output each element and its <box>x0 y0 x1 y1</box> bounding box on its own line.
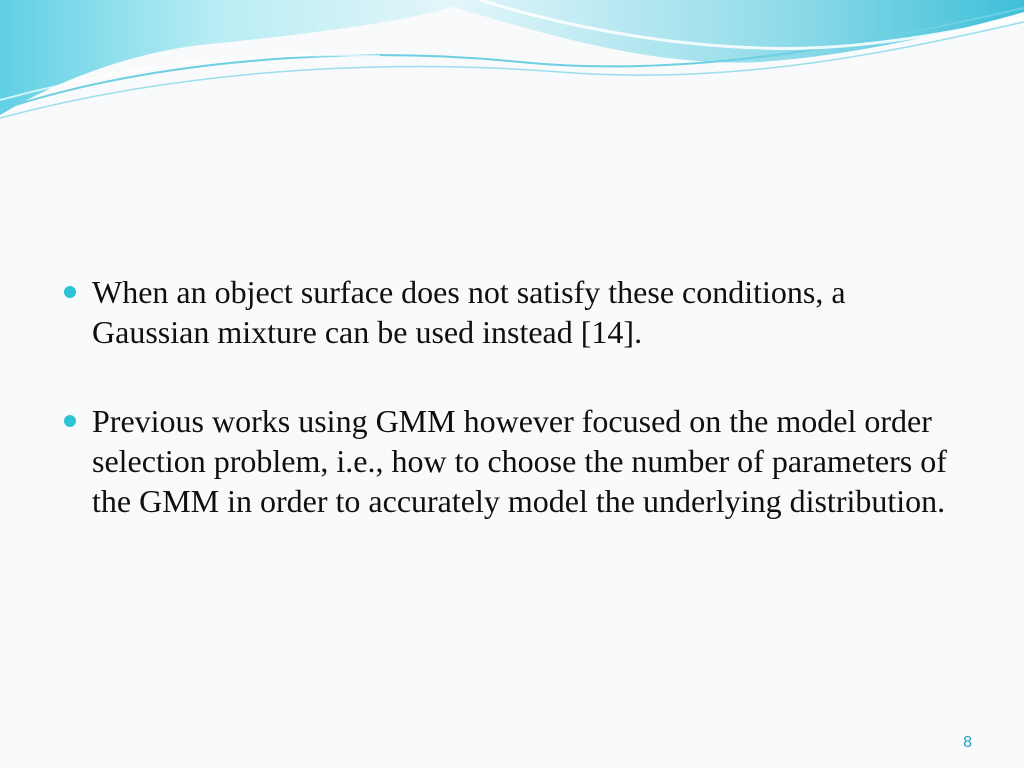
bullet-item <box>62 401 962 521</box>
bullet-item <box>62 272 962 352</box>
decorative-wave-header <box>0 0 1024 130</box>
bullet-text: Previous works using GMM however focused on the model order selection problem, i.e., how to choose the number of parameters of the GMM in order to accurately model the underlying distribution. <box>92 403 947 519</box>
page-number: 8 <box>963 734 972 751</box>
wave-left <box>0 0 470 115</box>
bullet-icon <box>64 415 76 427</box>
bullet-text: When an object surface does not satisfy these conditions, a Gaussian mixture can be used instead [14]. <box>92 274 846 350</box>
bullet-icon <box>64 286 76 298</box>
bullet-list <box>62 272 962 570</box>
wave-right <box>430 0 1024 63</box>
